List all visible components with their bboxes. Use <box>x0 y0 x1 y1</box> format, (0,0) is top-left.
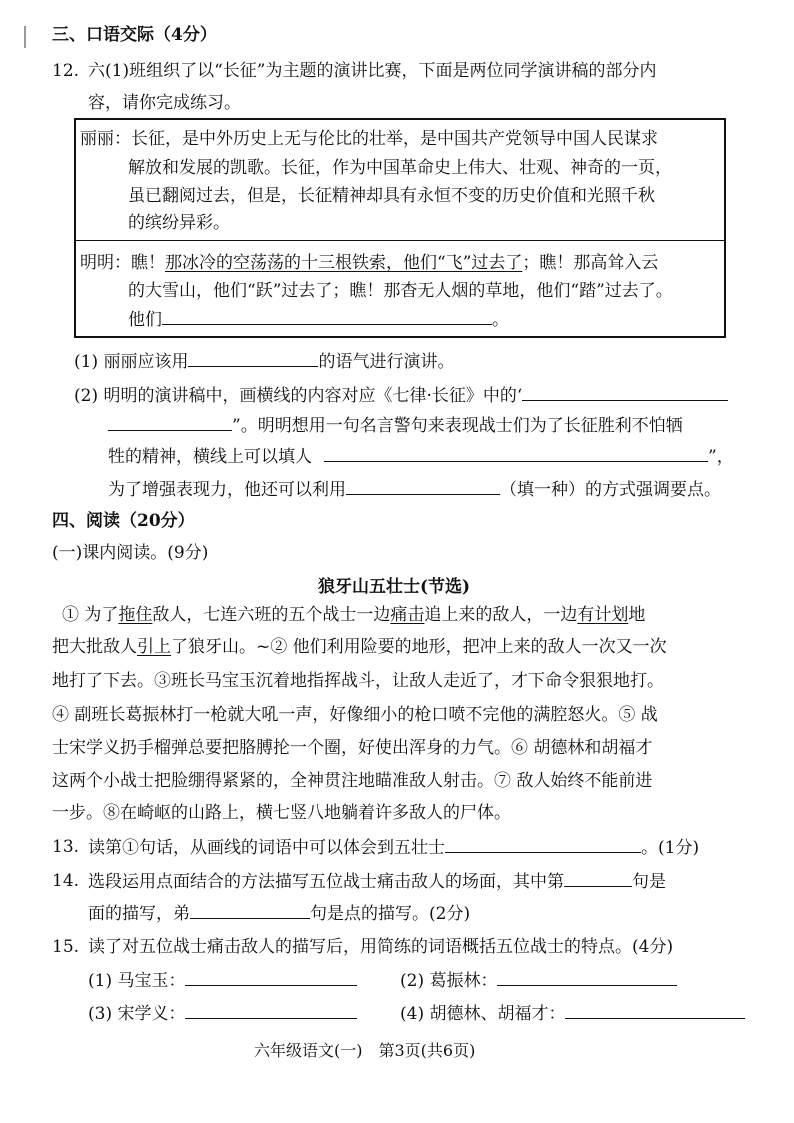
question-14-text-b: 句是 <box>632 872 666 892</box>
question-15-text: 读了对五位战士痛击敌人的描写后，用简练的词语概括五位战士的特点。(4分) <box>88 937 674 957</box>
passage-l1-b: 敌人，七连六班的五个战士一边 <box>152 605 391 625</box>
question-14-line-2 <box>88 902 470 925</box>
question-14-line-1 <box>88 870 666 893</box>
lili-line-3: 虽已翻阅过去，但是，长征精神却具有永恒不变的历史价值和光照千秋 <box>128 186 655 206</box>
q12-sub-2-blank-1[interactable] <box>522 384 728 401</box>
q15-item-3 <box>88 1002 357 1025</box>
q12-sub-2-text-c: 牲的精神，横线上可以填人 <box>108 447 312 467</box>
q15-item-4 <box>400 1002 745 1025</box>
q15-item-1-blank[interactable] <box>185 969 357 986</box>
q12-sub-2-blank-2[interactable] <box>108 414 232 431</box>
underlined-word-1: 拖住 <box>118 605 153 625</box>
q12-sub-1 <box>74 350 454 373</box>
question-14-text-c: 面的描写，弟 <box>88 904 190 924</box>
underlined-word-4: 引上 <box>137 637 171 657</box>
q15-item-3-label: (3) 宋学义： <box>88 1004 186 1024</box>
passage-line-5: 士宋学义扔手榴弹总要把胳膊抡一个圈，好使出浑身的力气。⑥ 胡德林和胡福才 <box>52 738 653 758</box>
q12-sub-2-line-4 <box>108 478 721 501</box>
section-4-title: 四、阅读（20分） <box>52 511 195 531</box>
q12-sub-2-blank-4[interactable] <box>346 478 500 495</box>
question-14-text-d: 句是点的描写。(2分) <box>310 904 471 924</box>
underlined-word-3: 有计划 <box>577 605 629 625</box>
q15-item-2 <box>400 969 677 992</box>
q15-item-1 <box>88 969 357 992</box>
question-14-blank-1[interactable] <box>564 870 632 887</box>
question-15-number: 15. <box>52 937 80 957</box>
mingming-line-2: 的大雪山，他们“跃”过去了；瞧！那杳无人烟的草地，他们“踏”过去了。 <box>128 281 673 301</box>
q15-item-4-label: (4) 胡德林、胡福才： <box>400 1004 566 1024</box>
q12-sub-1-text-b: 的语气进行演讲。 <box>318 352 455 372</box>
q12-sub-2-line-3 <box>108 445 734 468</box>
mingming-line-3-end: 。 <box>492 310 509 330</box>
question-14-blank-2[interactable] <box>190 902 310 919</box>
passage-line-1 <box>62 604 645 626</box>
q15-item-2-blank[interactable] <box>497 969 677 986</box>
binding-mark <box>24 26 26 48</box>
question-12-number: 12. <box>52 61 80 81</box>
passage-l1-d: 地 <box>628 605 646 625</box>
q15-item-2-label: (2) 葛振林： <box>400 971 498 991</box>
q12-sub-2-blank-3[interactable] <box>324 445 708 462</box>
passage-line-4: ④ 副班长葛振林打一枪就大吼一声，好像细小的枪口喷不完他的满腔怒火。⑤ 战 <box>52 705 658 725</box>
question-12-line-1: 六(1)班组织了以“长征”为主题的演讲比赛，下面是两位同学演讲稿的部分内 <box>88 61 657 81</box>
q12-sub-2-text-a: (2) 明明的演讲稿中，画横线的内容对应《七律·长征》中的‘ <box>74 386 523 406</box>
mingming-line-3-start: 他们 <box>128 310 162 330</box>
question-14-text-a: 选段运用点面结合的方法描写五位战士痛击敌人的场面，其中第 <box>88 872 564 892</box>
mingming-line-1 <box>80 252 658 274</box>
question-13-number: 13. <box>52 837 80 857</box>
mingming-line-3 <box>128 308 509 331</box>
q12-sub-2-text-c-end: ”， <box>708 447 734 467</box>
speech-box-divider <box>76 240 724 241</box>
passage-l1-a: ① 为了 <box>62 605 119 625</box>
mingming-underlined: 那冰冷的空荡荡的十三根铁索，他们“飞”过去了 <box>165 253 523 273</box>
section-4-subtitle: (一)课内阅读。(9分) <box>52 543 209 563</box>
q12-sub-1-blank[interactable] <box>188 350 318 367</box>
q12-sub-1-text-a: (1) 丽丽应该用 <box>74 352 189 372</box>
passage-l1-c: 追上来的敌人，一边 <box>424 605 578 625</box>
question-13-text-b: 。(1分) <box>641 838 700 858</box>
q15-item-3-blank[interactable] <box>185 1002 357 1019</box>
section-3-title: 三、口语交际（4分） <box>52 25 217 45</box>
q12-sub-2-text-d: 为了增强表现力，他还可以利用 <box>108 480 346 500</box>
q15-item-1-label: (1) 马宝玉： <box>88 971 186 991</box>
question-14-number: 14. <box>52 871 80 891</box>
q12-sub-2-line-2 <box>108 414 683 437</box>
mingming-prefix: 明明：瞧！ <box>80 253 165 273</box>
lili-line-2: 解放和发展的凯歌。长征，作为中国革命史上伟大、壮观、神奇的一页， <box>128 158 672 178</box>
passage-line-6: 这两个小战士把脸绷得紧紧的，全神贯注地瞄准敌人射击。⑦ 敌人始终不能前进 <box>52 771 653 791</box>
question-13-text <box>88 836 699 859</box>
mingming-rest: ；瞧！那高耸入云 <box>522 253 659 273</box>
question-13-blank[interactable] <box>445 836 641 853</box>
passage-l2-b: 了狼牙山。~② 他们利用险要的地形，把冲上来的敌人一次又一次 <box>171 637 667 657</box>
passage-title: 狼牙山五壮士(节选) <box>318 577 471 597</box>
q12-sub-2-line-1 <box>74 384 728 407</box>
question-13-text-a: 读第①句话，从画线的词语中可以体会到五壮士 <box>88 838 445 858</box>
mingming-answer-blank[interactable] <box>162 308 492 325</box>
question-12-line-2: 容，请你完成练习。 <box>88 93 241 113</box>
passage-line-7: 一步。⑧在崎岖的山路上，横七竖八地躺着许多敌人的尸体。 <box>52 803 511 823</box>
underlined-word-2: 痛击 <box>390 605 425 625</box>
passage-line-3: 地打了下去。③班长马宝玉沉着地指挥战斗，让敌人走近了，才下命令狠狠地打。 <box>52 671 664 691</box>
passage-l2-a: 把大批敌人 <box>52 637 137 657</box>
lili-line-4: 的缤纷异彩。 <box>128 213 230 233</box>
passage-line-2 <box>52 636 667 658</box>
lili-line-1: 丽丽：长征，是中外历史上无与伦比的壮举，是中国共产党领导中国人民谋求 <box>80 129 658 149</box>
page-footer: 六年级语文(一) 第3页(共6页) <box>254 1041 476 1060</box>
q15-item-4-blank[interactable] <box>565 1002 745 1019</box>
q12-sub-2-text-b: ”。明明想用一句名言警句来表现战士们为了长征胜利不怕牺 <box>232 416 683 436</box>
q12-sub-2-text-d-end: （填一种）的方式强调要点。 <box>500 480 721 500</box>
